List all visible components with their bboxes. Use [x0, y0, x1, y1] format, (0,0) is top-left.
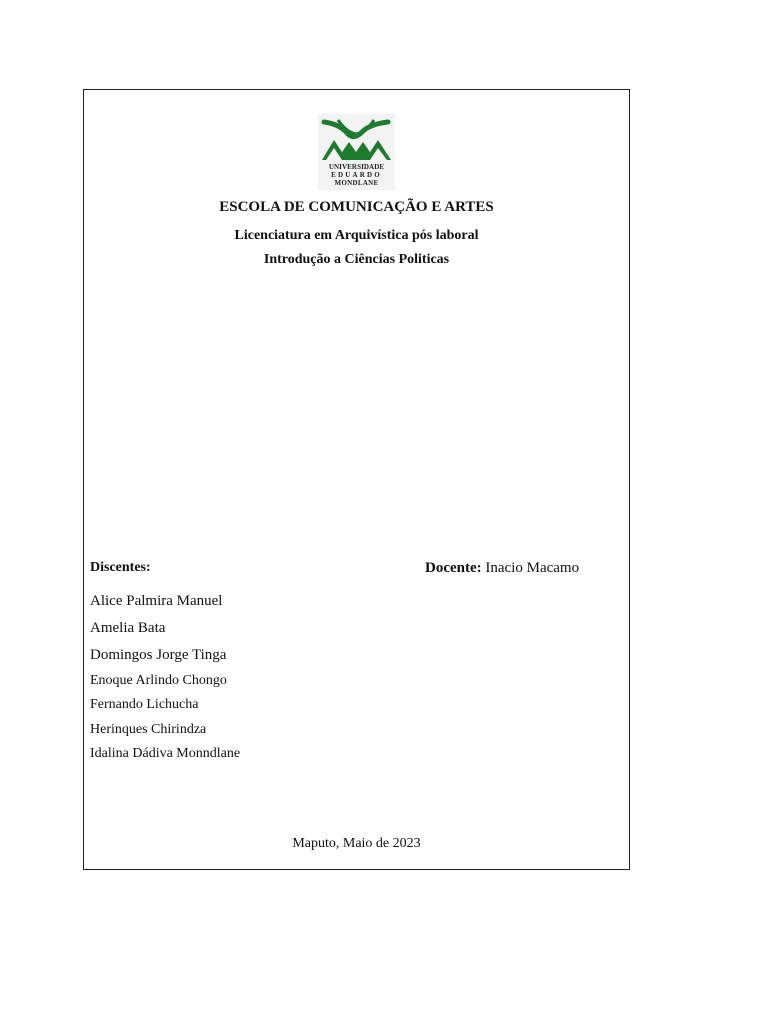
- student-name: Idalina Dádiva Monndlane: [90, 746, 241, 761]
- university-logo: [318, 114, 395, 190]
- logo-emblem-icon: [318, 114, 395, 164]
- place-date: Maputo, Maio de 2023: [292, 836, 421, 851]
- student-name: Herinques Chirindza: [90, 722, 207, 737]
- logo-text-line2: EDUARDO: [331, 171, 382, 179]
- student-name: Domingos Jorge Tinga: [90, 647, 227, 663]
- docente-line: [425, 560, 579, 577]
- subject-title: Introdução a Ciências Politicas: [263, 252, 450, 267]
- docente-label: Docente:: [425, 560, 482, 576]
- discentes-label: Discentes:: [90, 560, 151, 575]
- logo-text-line3: MONDLANE: [334, 179, 379, 187]
- course-title: Licenciatura em Arquivística pós laboral: [234, 228, 479, 243]
- student-name: Amelia Bata: [90, 620, 166, 636]
- school-title: ESCOLA DE COMUNICAÇÃO E ARTES: [219, 199, 494, 215]
- student-name: Fernando Lichucha: [90, 697, 199, 712]
- student-name: Enoque Arlindo Chongo: [90, 673, 227, 688]
- docente-name: Inacio Macamo: [481, 560, 580, 576]
- student-name: Alice Palmira Manuel: [90, 593, 223, 609]
- logo-text-line1: UNIVERSIDADE: [328, 163, 385, 171]
